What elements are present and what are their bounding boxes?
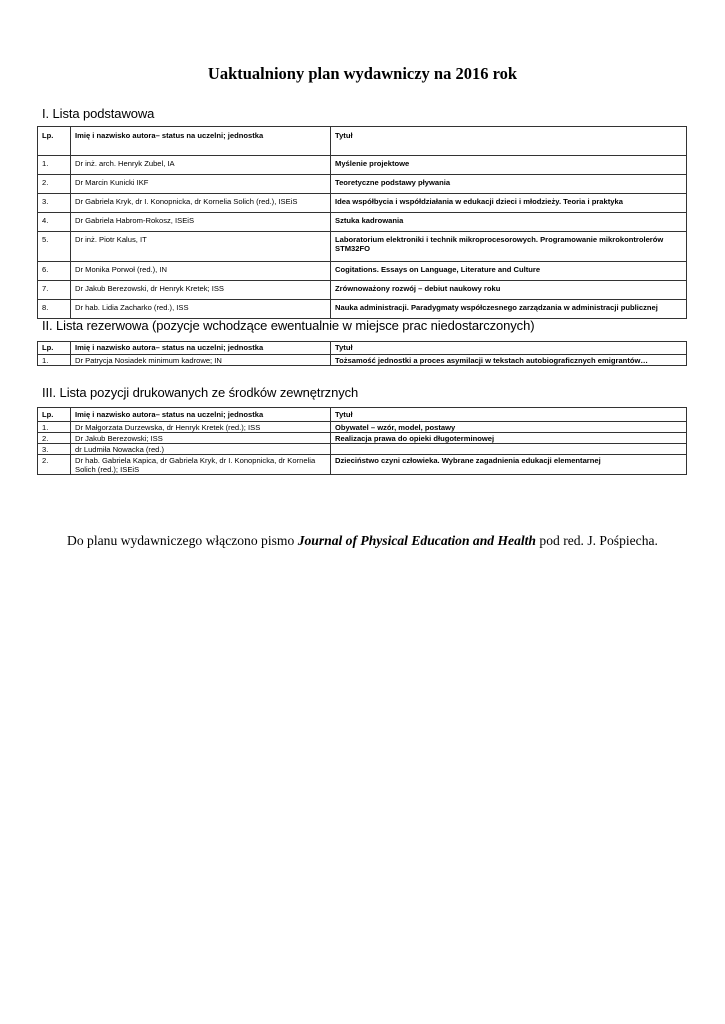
row-author: Dr inż. arch. Henryk Zubel, IA: [71, 156, 331, 175]
row-number: 2.: [38, 175, 71, 194]
row-author: Dr hab. Lidia Zacharko (red.), ISS: [71, 300, 331, 319]
row-title: Laboratorium elektroniki i technik mikroprocesorowych. Programowanie mikrokontrolerów STM32FO: [331, 232, 687, 262]
table-header-row: [38, 342, 687, 355]
row-number: 5.: [38, 232, 71, 262]
table-row: [38, 300, 687, 319]
table-row: [38, 433, 687, 444]
table-row: [38, 444, 687, 455]
row-number: 1.: [38, 156, 71, 175]
row-title: Sztuka kadrowania: [331, 213, 687, 232]
table-row: [38, 175, 687, 194]
row-title: Realizacja prawa do opieki długoterminowej: [331, 433, 687, 444]
row-number: 3.: [38, 194, 71, 213]
table-header-row: [38, 127, 687, 156]
row-number: 1.: [38, 422, 71, 433]
table-row: [38, 232, 687, 262]
row-number: 4.: [38, 213, 71, 232]
basic-list-table: [37, 126, 687, 319]
table-row: [38, 156, 687, 175]
table-row: [38, 355, 687, 366]
row-author: Dr Jakub Berezowski, dr Henryk Kretek; ISS: [71, 281, 331, 300]
table-row: [38, 281, 687, 300]
table-row: [38, 262, 687, 281]
section-heading-reserve-list: II. Lista rezerwowa (pozycje wchodzące ewentualnie w miejsce prac niedostarczonych): [42, 318, 535, 333]
row-number: 2.: [38, 455, 71, 475]
row-number: 3.: [38, 444, 71, 455]
column-header-title: Tytuł: [331, 127, 687, 156]
footer-note: [0, 533, 725, 549]
table-header-row: [38, 408, 687, 422]
row-author: Dr hab. Gabriela Kapica, dr Gabriela Kryk, dr I. Konopnicka, dr Kornelia Solich (red.); ISEiS: [71, 455, 331, 475]
row-author: Dr inż. Piotr Kalus, IT: [71, 232, 331, 262]
row-title: Teoretyczne podstawy pływania: [331, 175, 687, 194]
row-author: Dr Małgorzata Durzewska, dr Henryk Kretek (red.); ISS: [71, 422, 331, 433]
row-title: Zrównoważony rozwój – debiut naukowy roku: [331, 281, 687, 300]
column-header-author: Imię i nazwisko autora– status na uczelni; jednostka: [71, 342, 331, 355]
row-title: [331, 444, 687, 455]
row-number: 2.: [38, 433, 71, 444]
row-title: Obywatel – wzór, model, postawy: [331, 422, 687, 433]
column-header-author: Imię i nazwisko autora– status na uczelni; jednostka: [71, 127, 331, 156]
table-row: [38, 194, 687, 213]
footer-journal-name: Journal of Physical Education and Health: [297, 533, 536, 548]
row-number: 8.: [38, 300, 71, 319]
row-title: Idea współbycia i współdziałania w edukacji dzieci i młodzieży. Teoria i praktyka: [331, 194, 687, 213]
row-number: 7.: [38, 281, 71, 300]
row-author: Dr Gabriela Kryk, dr I. Konopnicka, dr Kornelia Solich (red.), ISEiS: [71, 194, 331, 213]
row-number: 6.: [38, 262, 71, 281]
row-title: Cogitations. Essays on Language, Literature and Culture: [331, 262, 687, 281]
external-funding-table: [37, 407, 687, 475]
row-author: Dr Monika Porwoł (red.), IN: [71, 262, 331, 281]
table-row: [38, 455, 687, 475]
column-header-title: Tytuł: [331, 342, 687, 355]
row-title: Nauka administracji. Paradygmaty współczesnego zarządzania w administracji publicznej: [331, 300, 687, 319]
row-number: 1.: [38, 355, 71, 366]
section-heading-basic-list: I. Lista podstawowa: [42, 106, 155, 121]
row-author: Dr Jakub Berezowski; ISS: [71, 433, 331, 444]
table-row: [38, 422, 687, 433]
reserve-list-table: [37, 341, 687, 366]
row-title: Dzieciństwo czyni człowieka. Wybrane zagadnienia edukacji elementarnej: [331, 455, 687, 475]
column-header-title: Tytuł: [331, 408, 687, 422]
table-row: [38, 213, 687, 232]
row-author: Dr Patrycja Nosiadek minimum kadrowe; IN: [71, 355, 331, 366]
row-title: Myślenie projektowe: [331, 156, 687, 175]
row-author: Dr Marcin Kunicki IKF: [71, 175, 331, 194]
row-author: Dr Gabriela Habrom-Rokosz, ISEiS: [71, 213, 331, 232]
column-header-lp: Lp.: [38, 342, 71, 355]
column-header-lp: Lp.: [38, 408, 71, 422]
section-heading-external-funding-list: III. Lista pozycji drukowanych ze środków zewnętrznych: [42, 385, 359, 400]
footer-prefix: Do planu wydawniczego włączono pismo: [67, 533, 298, 548]
row-title: Tożsamość jednostki a proces asymilacji w tekstach autobiograficznych emigrantów…: [331, 355, 687, 366]
column-header-lp: Lp.: [38, 127, 71, 156]
column-header-author: Imię i nazwisko autora– status na uczelni; jednostka: [71, 408, 331, 422]
page-title: Uaktualniony plan wydawniczy na 2016 rok: [207, 64, 518, 83]
row-author: dr Ludmiła Nowacka (red.): [71, 444, 331, 455]
footer-suffix: pod red. J. Pośpiecha.: [536, 533, 658, 548]
